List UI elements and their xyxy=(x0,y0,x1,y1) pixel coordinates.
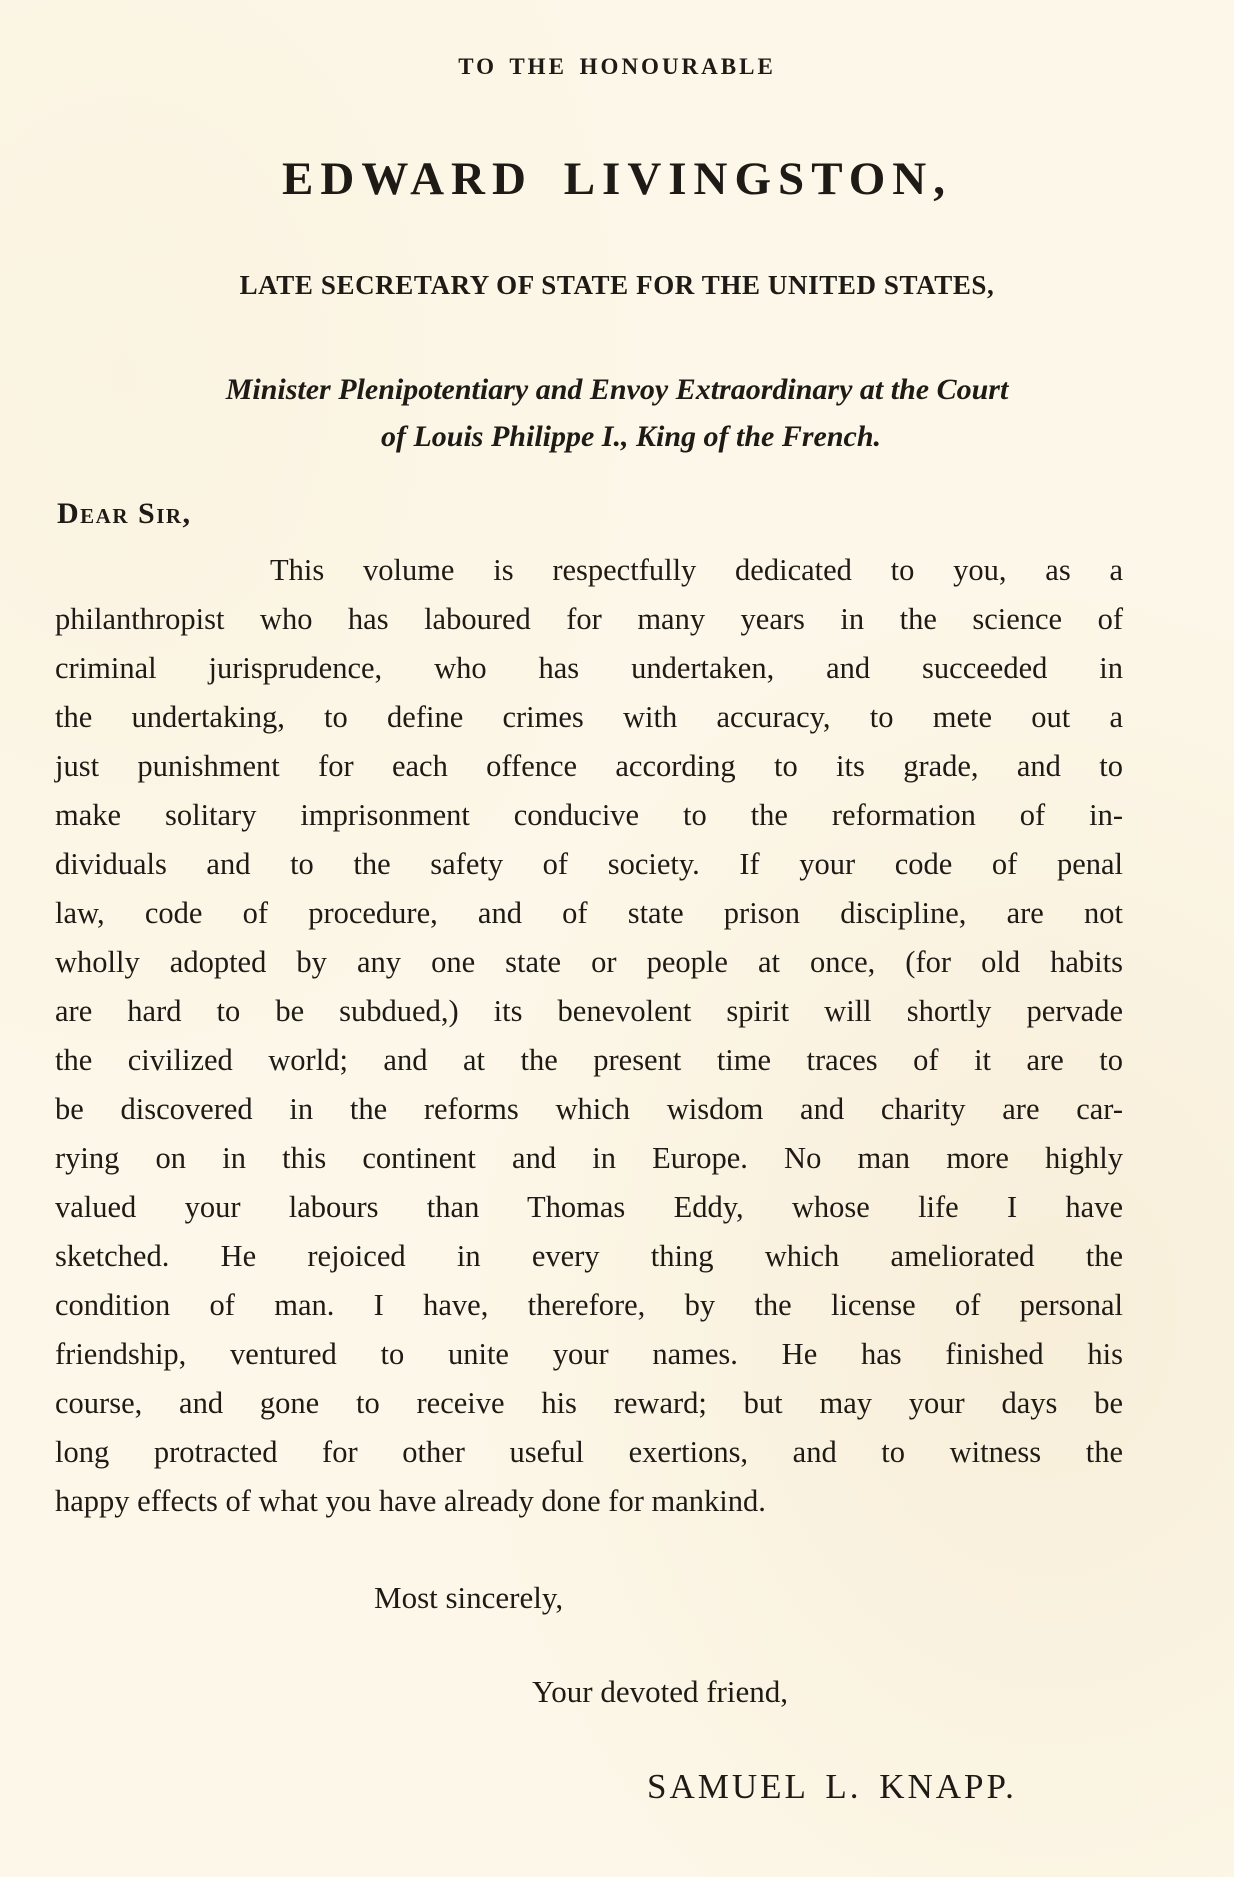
office-line-1: Minister Plenipotentiary and Envoy Extraordinary at the Court xyxy=(225,373,1009,406)
body-line: criminal jurisprudence, who has undertaken, and succeeded in xyxy=(55,651,1123,685)
body-line: rying on in this continent and in Europe. No man more highly xyxy=(55,1141,1123,1175)
body-line: dividuals and to the safety of society. If your code of penal xyxy=(55,847,1123,881)
body-line: long protracted for other useful exertions, and to witness the xyxy=(55,1435,1123,1469)
salutation: Dear Sir, xyxy=(57,497,192,530)
body-line: This volume is respectfully dedicated to you, as a xyxy=(270,553,1123,587)
body-line: the undertaking, to define crimes with accuracy, to mete out a xyxy=(55,700,1123,734)
body-line: friendship, ventured to unite your names. He has finished his xyxy=(55,1337,1123,1371)
body-line: law, code of procedure, and of state prison discipline, are not xyxy=(55,896,1123,930)
dedicatee-title: LATE SECRETARY OF STATE FOR THE UNITED STATES, xyxy=(239,270,995,300)
dedicatee-name: EDWARD LIVINGSTON, xyxy=(282,153,952,205)
body-line: just punishment for each offence according to its grade, and to xyxy=(55,749,1123,783)
body-line-last: happy effects of what you have already done for mankind. xyxy=(55,1484,766,1518)
body-line: make solitary imprisonment conducive to the reformation of in- xyxy=(55,798,1123,832)
body-line: the civilized world; and at the present time traces of it are to xyxy=(55,1043,1123,1077)
office-line-2: of Louis Philippe I., King of the French. xyxy=(380,420,882,453)
dedication-line: TO THE HONOURABLE xyxy=(458,54,776,79)
body-line: condition of man. I have, therefore, by the license of personal xyxy=(55,1288,1123,1322)
closing-sincerely: Most sincerely, xyxy=(374,1580,564,1615)
body-line: course, and gone to receive his reward; but may your days be xyxy=(55,1386,1123,1420)
body-line: philanthropist who has laboured for many years in the science of xyxy=(55,602,1123,636)
signature: SAMUEL L. KNAPP. xyxy=(647,1767,1017,1806)
body-line: wholly adopted by any one state or people at once, (for old habits xyxy=(55,945,1123,979)
body-line: are hard to be subdued,) its benevolent spirit will shortly pervade xyxy=(55,994,1123,1028)
body-line: valued your labours than Thomas Eddy, whose life I have xyxy=(55,1190,1123,1224)
body-line: sketched. He rejoiced in every thing which ameliorated the xyxy=(55,1239,1123,1273)
body-line: be discovered in the reforms which wisdom and charity are car- xyxy=(55,1092,1123,1126)
closing-friend: Your devoted friend, xyxy=(532,1674,789,1709)
